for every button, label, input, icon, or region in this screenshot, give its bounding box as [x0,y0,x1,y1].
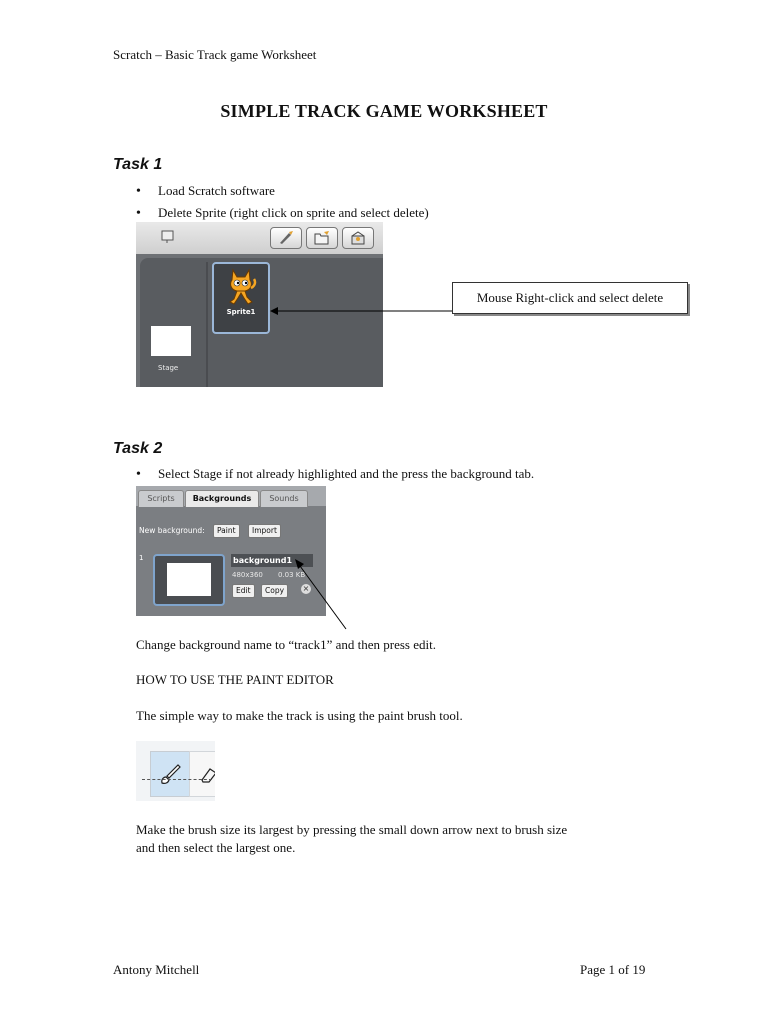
new-background-label: New background: [139,526,205,535]
background-dimensions: 480x360 [232,571,263,579]
dashed-guide [142,779,212,780]
sprite1-label: Sprite1 [226,308,256,316]
delete-background-icon[interactable]: × [302,584,310,593]
tab-scripts[interactable]: Scripts [138,490,184,507]
eraser-icon [200,764,215,784]
rename-instruction: Change background name to “track1” and then press edit. [136,637,436,652]
bullet-icon: • [136,467,141,482]
edit-button[interactable]: Edit [232,584,255,598]
task1-bullet-2: • Delete Sprite (right click on sprite and select delete) [136,205,429,221]
import-button[interactable]: Import [248,524,281,538]
task1-bullet-1: • Load Scratch software [136,183,275,199]
task1-heading: Task 1 [113,156,163,173]
choose-sprite-from-file-icon[interactable] [306,227,338,249]
paint-brush-icon [158,762,184,786]
panel-divider [206,262,208,387]
paint-brush-instruction: The simple way to make the track is using the paint brush tool. [136,708,463,723]
callout-arrow [268,300,454,320]
delete-callout: Mouse Right-click and select delete [452,282,688,314]
bullet-icon: • [136,206,141,221]
sprite1-thumbnail[interactable] [212,262,270,334]
footer-page-number: Page 1 of 19 [580,962,646,977]
surprise-sprite-icon[interactable] [342,227,374,249]
tab-backgrounds[interactable]: Backgrounds [185,490,259,507]
tab-sounds[interactable]: Sounds [260,490,308,507]
task2-bullet-1: • Select Stage if not already highlighted and the press the background tab. [136,466,535,482]
background-file-size: 0.03 KB [278,571,306,579]
presentation-mode-icon[interactable] [154,227,176,247]
paint-editor-heading: HOW TO USE THE PAINT EDITOR [136,672,334,687]
background-name-field[interactable]: background1 [231,554,313,567]
page-title: SIMPLE TRACK GAME WORKSHEET [220,101,548,121]
task2-heading: Task 2 [113,440,163,457]
stage-label: Stage [158,364,179,372]
sprite-toolbar [136,222,383,254]
paint-brush-tool-screenshot [136,741,215,801]
paint-button[interactable]: Paint [213,524,240,538]
footer-author: Antony Mitchell [113,962,200,977]
page-header: Scratch – Basic Track game Worksheet [113,47,317,62]
eraser-tool[interactable] [189,751,215,797]
tab-row [136,486,326,506]
copy-button[interactable]: Copy [261,584,288,598]
scratch-cat-icon [224,266,258,306]
bullet-icon: • [136,184,141,199]
paint-brush-tool[interactable] [150,751,190,797]
brush-size-instruction-line-2: and then select the largest one. [136,840,296,855]
paint-new-sprite-icon[interactable] [270,227,302,249]
background-preview [167,563,211,596]
brush-size-instruction-line-1: Make the brush size its largest by pressing the small down arrow next to brush size [136,822,568,837]
stage-thumbnail[interactable] [151,326,191,356]
background-number: 1 [139,554,144,562]
background1-thumbnail[interactable] [153,554,225,606]
rename-arrow [288,556,350,632]
